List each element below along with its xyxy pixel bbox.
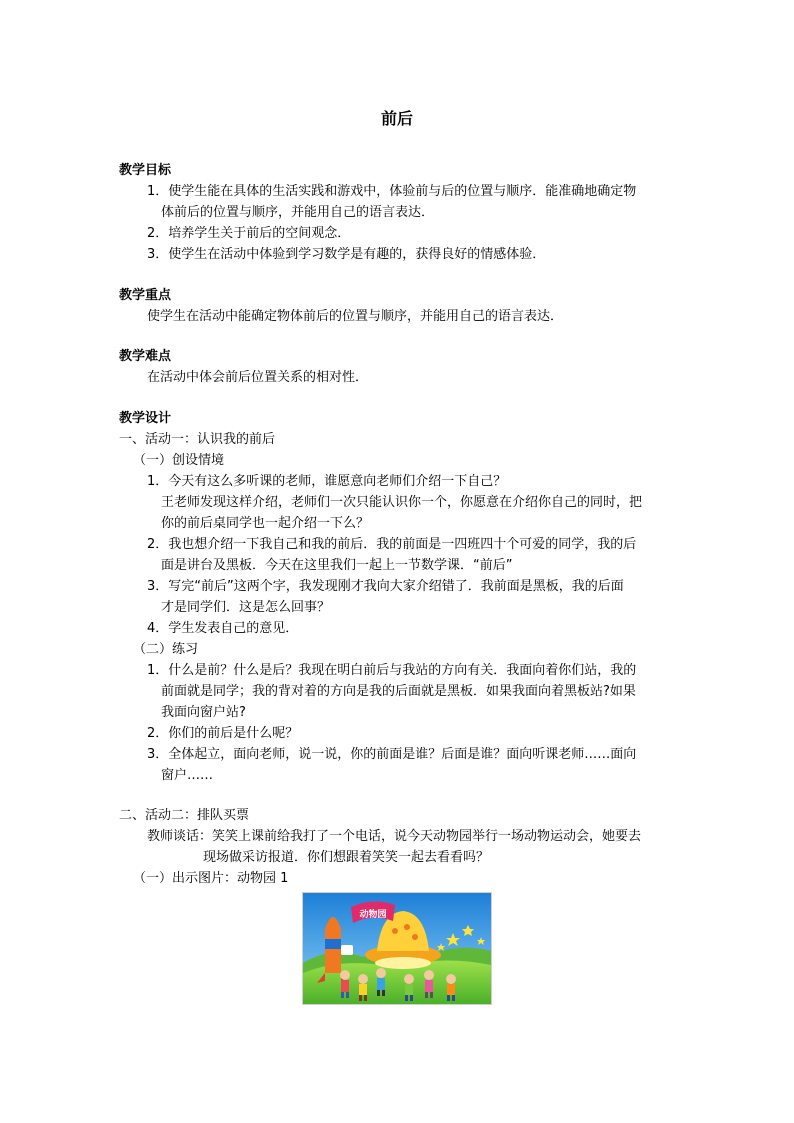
zoo-illustration — [302, 892, 492, 1005]
key-text: 使学生在活动中能确定物体前后的位置与顺序，并能用自己的语言表达． — [147, 309, 564, 324]
design-heading: 教学设计 — [119, 411, 172, 426]
s1-line-5: 面是讲台及黑板．今天在这里我们一起上一节数学课．“前后” — [161, 558, 513, 573]
goal-item-2: 2．培养学生关于前后的空间观念． — [147, 226, 351, 241]
goal-item-1: 1．使学生能在具体的生活实践和游戏中，体验前与后的位置与顺序．能准确地确定物 — [147, 184, 637, 199]
s1-line-6: 3．写完“前后”这两个字，我发现刚才我向大家介绍错了．我前面是黑板，我的后面 — [147, 579, 624, 594]
s2-line-2: 前面就是同学；我的背对着的方向是我的后面就是黑板．如果我面向着黑板站?如果 — [161, 684, 636, 699]
zoo-sign-text: 动物园 — [359, 910, 387, 920]
goals-section — [119, 160, 679, 265]
s1-line-3: 你的前后桌同学也一起介绍一下么？ — [161, 516, 370, 531]
teacher-talk-line-1: 教师谈话：笑笑上课前给我打了一个电话，说今天动物园举行一场动物运动会，她要去 — [147, 829, 642, 844]
s1-line-2: 王老师发现这样介绍，老师们一次只能认识你一个，你愿意在介绍你自己的同时，把 — [161, 495, 643, 510]
s1-line-7: 才是同学们．这是怎么回事？ — [161, 600, 331, 615]
key-heading: 教学重点 — [119, 288, 172, 303]
s2-line-3: 我面向窗户站? — [161, 705, 246, 720]
s2-line-1: 1．什么是前？什么是后？我现在明白前后与我站的方向有关．我面向着你们站，我的 — [147, 663, 637, 678]
s1-line-1: 1．今天有这么多听课的老师，谁愿意向老师们介绍一下自己？ — [147, 474, 507, 489]
design-section — [119, 408, 679, 786]
activity2-section — [119, 805, 679, 889]
section3-heading: （一）出示图片：动物园 1 — [133, 871, 289, 886]
activity2-heading: 二、活动二：排队买票 — [119, 808, 250, 823]
section1-heading: （一）创设情境 — [133, 453, 225, 468]
section2-heading: （二）练习 — [133, 642, 199, 657]
difficult-section — [119, 346, 679, 388]
page-title: 前后 — [380, 109, 413, 128]
s2-line-4: 2．你们的前后是什么呢？ — [147, 726, 299, 741]
s2-line-5: 3．全体起立，面向老师，说一说，你的前面是谁？后面是谁？面向听课老师……面向 — [147, 747, 637, 762]
key-section — [119, 285, 679, 327]
zoo-illustration-svg — [303, 893, 491, 1004]
s2-line-6: 窗户…… — [161, 768, 214, 783]
difficult-heading: 教学难点 — [119, 349, 172, 364]
teacher-talk-line-2: 现场做采访报道．你们想跟着笑笑一起去看看吗？ — [203, 850, 490, 865]
s1-line-4: 2．我也想介绍一下我自己和我的前后．我的前面是一四班四十个可爱的同学，我的后 — [147, 537, 637, 552]
s1-line-8: 4．学生发表自己的意见． — [147, 621, 299, 636]
difficult-text: 在活动中体会前后位置关系的相对性． — [147, 370, 369, 385]
activity1-heading: 一、活动一：认识我的前后 — [119, 432, 276, 447]
goal-item-3: 3．使学生在活动中体验到学习数学是有趣的，获得良好的情感体验． — [147, 247, 546, 262]
goals-heading: 教学目标 — [119, 163, 172, 178]
goal-item-1-cont: 体前后的位置与顺序，并能用自己的语言表达． — [161, 205, 435, 220]
